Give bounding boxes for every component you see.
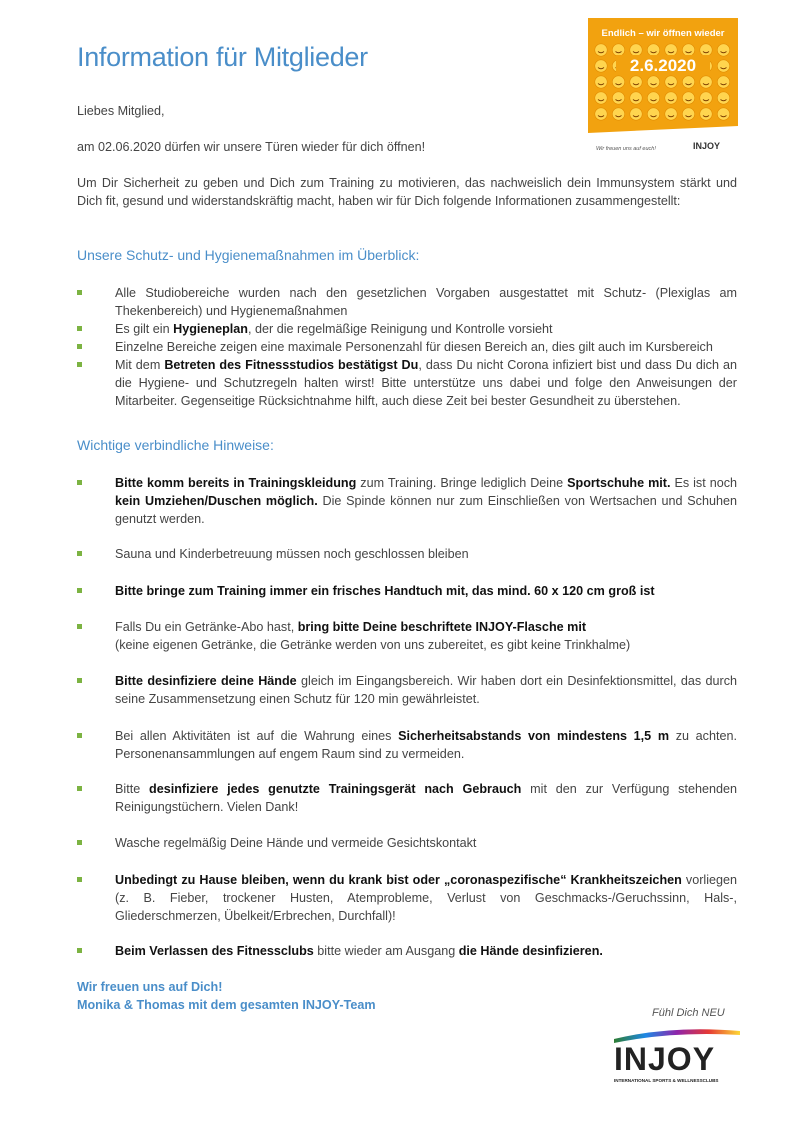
list-item: Mit dem Betreten des Fitnessstudios bestätigst Du, dass Du nicht Corona infiziert bist und dass Du dich an die Hygiene- und Schutzregeln halten wirst! Bitte unterstütze uns dabei und folge den Anweisungen der Mitarbeiter. Gegenseitige Rücksichtnahme hilft, auch diese Zeit bei bester Gesundheit zu überstehen. (77, 356, 737, 410)
bullet-icon (77, 326, 82, 331)
emoji-face-icon (717, 44, 729, 56)
list-item: Wasche regelmäßig Deine Hände und vermeide Gesichtskontakt (77, 834, 737, 852)
emoji-face-icon (665, 76, 677, 88)
section-heading-measures: Unsere Schutz- und Hygienemaßnahmen im Überblick: (77, 247, 420, 263)
emoji-face-icon (595, 76, 607, 88)
emoji-face-icon (665, 44, 677, 56)
emoji-face-icon (595, 44, 607, 56)
bullet-icon (77, 877, 82, 882)
emoji-face-icon (717, 76, 729, 88)
emoji-face-icon (647, 76, 659, 88)
list-item: Alle Studiobereiche wurden nach den gesetzlichen Vorgaben ausgestattet mit Schutz- (Plexiglas am Thekenbereich) und Hygienemaßnahmen (77, 284, 737, 320)
bullet-icon (77, 948, 82, 953)
list-item: Es gilt ein Hygieneplan, der die regelmäßige Reinigung und Kontrolle vorsieht (77, 320, 737, 338)
list-item: Bitte desinfiziere jedes genutzte Trainingsgerät nach Gebrauch mit den zur Verfügung stehenden Reinigungstüchern. Vielen Dank! (77, 780, 737, 816)
bullet-icon (77, 480, 82, 485)
bullet-icon (77, 678, 82, 683)
emoji-face-icon (717, 60, 729, 72)
list-item: Falls Du ein Getränke-Abo hast, bring bitte Deine beschriftete INJOY-Flasche mit (keine eigenen Getränke, die Getränke werden von uns zubereitet, es gibt keine Trinkhalme) (77, 618, 737, 654)
emoji-face-icon (700, 44, 712, 56)
emoji-face-icon (630, 44, 642, 56)
bullet-icon (77, 362, 82, 367)
reopening-badge (588, 18, 738, 158)
section-heading-notes: Wichtige verbindliche Hinweise: (77, 437, 274, 453)
emoji-face-icon (682, 44, 694, 56)
bullet-icon (77, 344, 82, 349)
emoji-face-icon (700, 76, 712, 88)
list-item: Bitte desinfiziere deine Hände gleich im Eingangsbereich. Wir haben dort ein Desinfektionsmittel, das durch seine Zusammensetzung einen Schutz für 120 min gewährleistet. (77, 672, 737, 708)
list-item: Bei allen Aktivitäten ist auf die Wahrung eines Sicherheitsabstands von mindestens 1,5 m zu achten. Personenansammlungen auf engem Raum sind zu vermeiden. (77, 727, 737, 763)
emoji-face-icon (647, 44, 659, 56)
badge-date: 2.6.2020 (629, 56, 697, 75)
list-item: Bitte komm bereits in Trainingskleidung zum Training. Bringe lediglich Deine Sportschuhe mit. Es ist noch kein Umziehen/Duschen möglich. Die Spinde können nur zum Einschließen von Wertsachen und Schuhen genutzt werden. (77, 474, 737, 528)
bullet-icon (77, 840, 82, 845)
intro-paragraph: Um Dir Sicherheit zu geben und Dich zum Training zu motivieren, das nachweislich dein Immunsystem stärkt und Dich fit, gesund und widerstandskräftig macht, haben wir für Dich folgende Informationen zusammengestellt: (77, 176, 737, 208)
bullet-icon (77, 786, 82, 791)
emoji-face-icon (612, 76, 624, 88)
list-item: Sauna und Kinderbetreuung müssen noch geschlossen bleiben (77, 545, 737, 563)
logo-brand: INJOY (614, 1041, 716, 1077)
signature-line: Monika & Thomas mit dem gesamten INJOY-Team (77, 998, 376, 1012)
emoji-face-icon (595, 60, 607, 72)
bullet-icon (77, 588, 82, 593)
list-item: Einzelne Bereiche zeigen eine maximale Personenzahl für diesen Bereich an, dies gilt auch im Kursbereich (77, 338, 737, 356)
badge-footer: Wir freuen uns auf euch! (596, 146, 656, 152)
bullet-icon (77, 733, 82, 738)
emoji-face-icon (612, 44, 624, 56)
slogan: Fühl Dich NEU (652, 1007, 725, 1019)
badge-brand: INJOY (693, 141, 721, 151)
list-item: Bitte bringe zum Training immer ein frisches Handtuch mit, das mind. 60 x 120 cm groß ist (77, 582, 737, 600)
closing-line: Wir freuen uns auf Dich! (77, 980, 223, 994)
logo-sub: INTERNATIONAL SPORTS & WELLNESSCLUBS (614, 1078, 719, 1083)
bullet-icon (77, 290, 82, 295)
list-item: Beim Verlassen des Fitnessclubs bitte wieder am Ausgang die Hände desinfizieren. (77, 942, 737, 960)
greeting: Liebes Mitglied, (77, 104, 165, 118)
intro-line: am 02.06.2020 dürfen wir unsere Türen wieder für dich öffnen! (77, 140, 426, 154)
bullet-icon (77, 624, 82, 629)
bullet-icon (77, 551, 82, 556)
page-title: Information für Mitglieder (77, 42, 368, 72)
list-item: Unbedingt zu Hause bleiben, wenn du krank bist oder „coronaspezifische“ Krankheitszeichen vorliegen (z. B. Fieber, trockener Husten, Atemprobleme, Verlust von Geschmacks-/Geruchssinn, Hals-, Gliederschmerzen, Übelkeit/Erbrechen, Durchfall)! (77, 871, 737, 925)
emoji-face-icon (630, 76, 642, 88)
emoji-face-icon (682, 76, 694, 88)
injoy-logo (612, 1025, 742, 1085)
badge-headline: Endlich – wir öffnen wieder (601, 28, 725, 39)
